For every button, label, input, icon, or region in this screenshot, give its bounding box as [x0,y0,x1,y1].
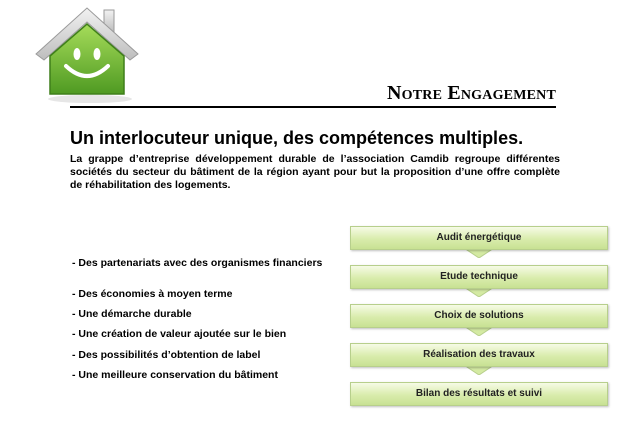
list-item: - Une meilleure conservation du bâtiment [72,369,278,381]
process-flow [350,222,610,412]
step-choix: Choix de solutions [350,304,608,328]
list-item: - Des économies à moyen terme [72,288,233,300]
section-heading: Un interlocuteur unique, des compétences multiples. [70,128,524,148]
step-etude: Etude technique [350,265,608,289]
step-bilan: Bilan des résultats et suivi [350,382,608,406]
intro-paragraph: La grappe d’entreprise développement durable de l’association Camdib regroupe différentes sociétés du secteur du bâtiment de la région ayant pour but la proposition d’une offre complète de réhabilitation des logements. [70,153,560,191]
list-item: - Une création de valeur ajoutée sur le bien [72,328,287,340]
title-bar [70,82,556,108]
step-realisation: Réalisation des travaux [350,343,608,367]
step-audit: Audit énergétique [350,226,608,250]
page-title: Notre Engagement [387,82,556,104]
title-underline [70,106,556,108]
list-item: - Des partenariats avec des organismes financiers [72,257,323,269]
list-item: - Des possibilités d’obtention de label [72,349,261,361]
list-item: - Une démarche durable [72,308,192,320]
